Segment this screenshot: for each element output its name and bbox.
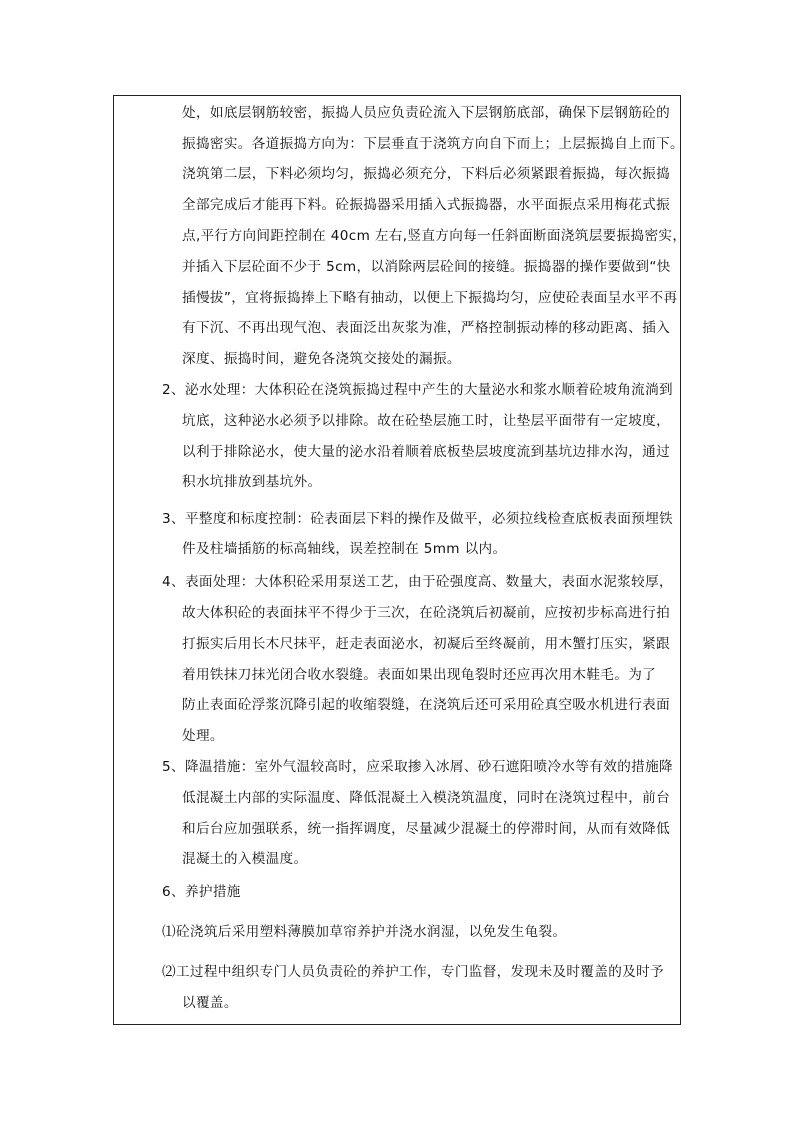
item-5-heading-line: 5、降温措施：室外气温较高时，应采取掺入冰屑、砂石遮阳喷冷水等有效的措施降: [162, 759, 673, 775]
paragraph-line: 混凝土的入模温度。: [182, 851, 308, 867]
paragraph-line: 处，如底层钢筋较密，振捣人员应负责砼流入下层钢筋底部，确保下层钢筋砼的: [182, 105, 671, 121]
paragraph-line: 和后台应加强联系，统一指挥调度，尽量减少混凝土的停滞时间，从而有效降低: [182, 821, 671, 837]
subitem-1-line: ⑴砼浇筑后采用塑料薄膜加草帘养护并浇水润湿，以免发生龟裂。: [162, 924, 567, 940]
paragraph-line: 处理。: [182, 728, 224, 744]
paragraph-line: 防止表面砼浮浆沉降引起的收缩裂缝，在浇筑后还可采用砼真空吸水机进行表面: [182, 697, 671, 713]
paragraph-line: 有下沉、不再出现气泡、表面泛出灰浆为准，严格控制振动棒的移动距离、插入: [182, 320, 671, 336]
paragraph-line: 全部完成后才能再下料。砼振捣器采用插入式振捣器，水平面振点采用梅花式振: [182, 197, 671, 213]
subitem-2-line: ⑵工过程中组织专门人员负责砼的养护工作，专门监督，发现未及时覆盖的及时予: [162, 964, 664, 980]
paragraph-line: 以覆盖。: [182, 995, 238, 1011]
item-3-heading-line: 3、平整度和标度控制：砼表面层下料的操作及做平，必须拉线检查底板表面预埋铁: [162, 511, 673, 527]
paragraph-line: 点,平行方向间距控制在 40cm 左右,竖直方向每一任斜面断面浇筑层要振捣密实，: [182, 228, 687, 244]
item-2-heading-line: 2、泌水处理：大体积砼在浇筑振捣过程中产生的大量泌水和浆水顺着砼坡角流淌到: [162, 382, 673, 398]
paragraph-line: 深度、振捣时间，避免各浇筑交接处的漏振。: [182, 351, 461, 367]
paragraph-line: 积水坑排放到基坑外。: [182, 474, 322, 490]
item-4-heading-line: 4、表面处理：大体积砼采用泵送工艺，由于砼强度高、数量大，表面水泥浆较厚，: [162, 574, 673, 590]
paragraph-line: 浇筑第二层，下料必须均匀，振捣必须充分，下料后必须紧跟着振捣，每次振捣: [182, 166, 671, 182]
paragraph-line: 坑底，这种泌水必须予以排除。故在砼垫层施工时，让垫层平面带有一定坡度，: [182, 413, 671, 429]
paragraph-line: 并插入下层砼面不少于 5cm，以消除两层砼间的接缝。振捣器的操作要做到“快: [182, 259, 671, 275]
paragraph-line: 着用铁抹刀抹光闭合收水裂缝。表面如果出现龟裂时还应再次用木鞋毛。为了: [182, 667, 657, 683]
paragraph-line: 打振实后用长木尺抹平，赶走表面泌水，初凝后至终凝前，用木蟹打压实，紧跟: [182, 636, 671, 652]
paragraph-line: 故大体积砼的表面抹平不得少于三次，在砼浇筑后初凝前，应按初步标高进行拍: [182, 605, 671, 621]
paragraph-line: 振捣密实。各道振捣方向为：下层垂直于浇筑方向自下而上；上层振捣自上而下。: [182, 136, 684, 152]
paragraph-line: 插慢拔”，宜将振捣捧上下略有抽动，以便上下振捣均匀，应使砼表面呈水平不再: [182, 290, 678, 306]
paragraph-line: 低混凝土内部的实际温度、降低混凝土入模浇筑温度，同时在浇筑过程中，前台: [182, 790, 671, 806]
paragraph-line: 以利于排除泌水，使大量的泌水沿着顺着底板垫层坡度流到基坑边排水沟，通过: [182, 444, 671, 460]
paragraph-line: 件及柱墙插筋的标高轴线，误差控制在 5mm 以内。: [182, 541, 507, 557]
section-6-heading: 6、养护措施: [162, 884, 241, 900]
